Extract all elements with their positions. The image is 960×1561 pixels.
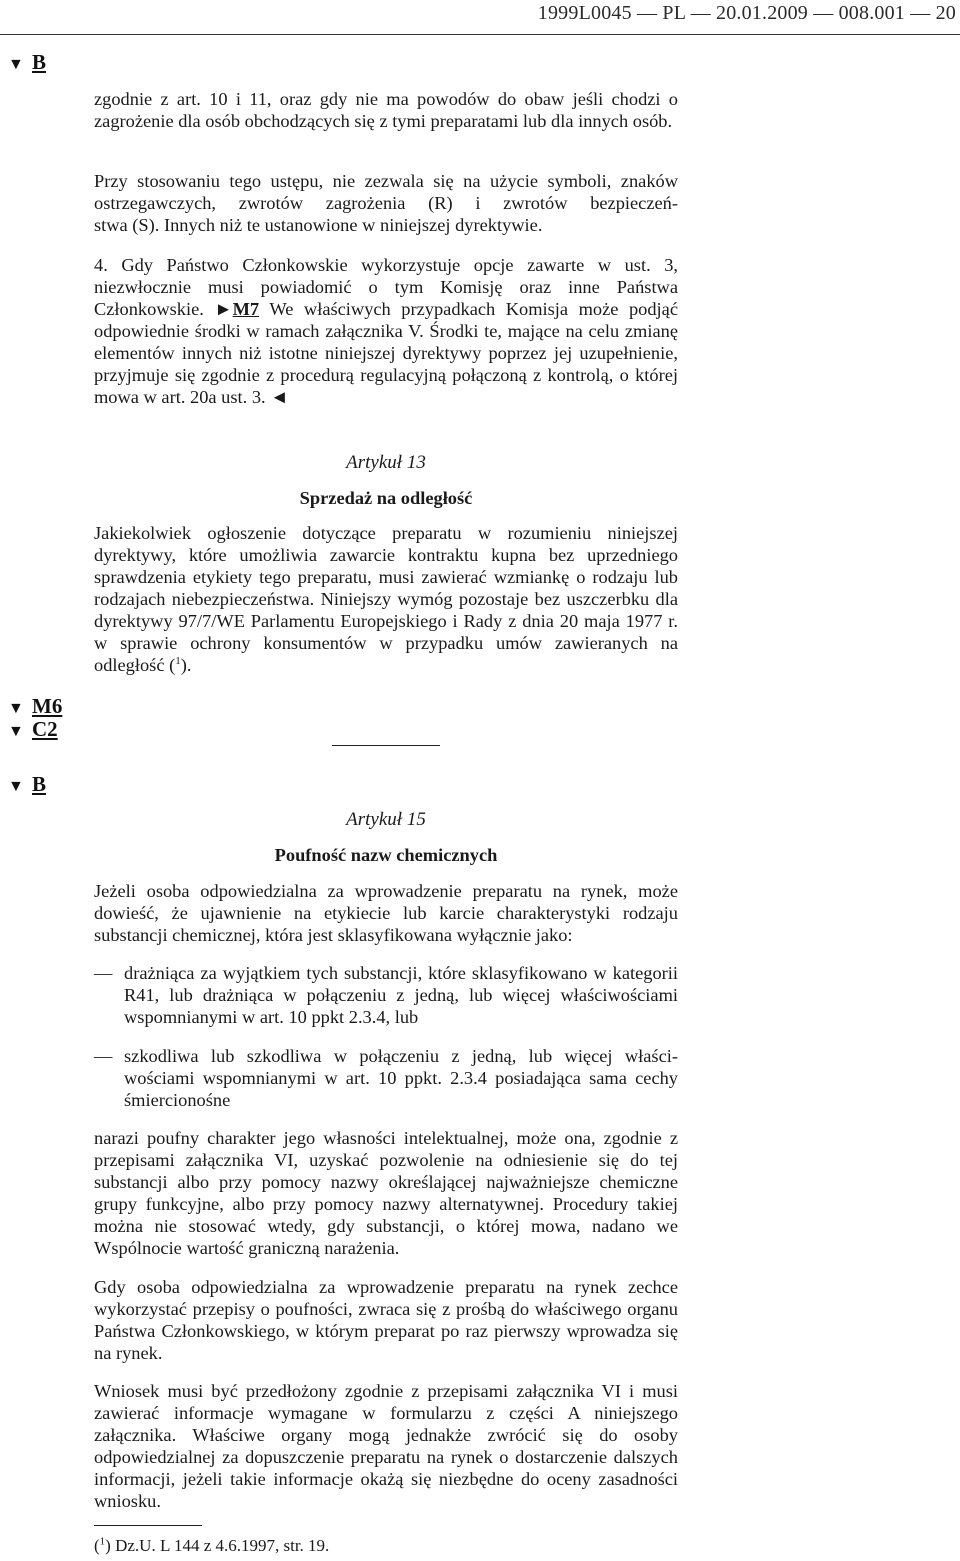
article-13-text-end: ). — [180, 655, 192, 675]
paragraph-symbols-text-end: stwa (S). Innych niż te ustanowione w niniejszej dyrektywie. — [94, 215, 543, 235]
marker-code: B — [32, 50, 47, 74]
footnote-text: Dz.U. L 144 z 4.6.1997, str. 19. — [115, 1536, 330, 1555]
article-15-para-1: narazi poufny charakter jego własności intelektualnej, może ona, zgodnie z przepisami załącznika VI, uzyskać pozwolenie na odniesienie się do tej substancji albo przy pomocy nazwy określającej najważniejsze chemiczne grupy funkcyjne, albo przy pomocy nazwy alternatywnej. Procedury takiej można nie stosować wtedy, gdy substancji, o której mowa, nadano we Wspólnocie wartość graniczną narażenia. — [94, 1128, 678, 1258]
article-15-para-3: Wniosek musi być przedłożony zgodnie z przepisami załącznika VI i musi zawierać informacje wymagane w formularzu z części A niniejszego załącznika. Właściwe organy mogą jednakże zwrócić się do osoby odpowiedzialnej za dopuszczenie preparatu na rynek o dostarczenie dalszych informacji, jeżeli takie informacje okażą się niezbędne do oceny zasadności wniosku. — [94, 1381, 678, 1511]
triangle-down-icon: ▼ — [8, 56, 24, 73]
article-13-text: Jakiekolwiek ogłoszenie dotyczące preparatu w rozumieniu niniejszej dyrektywy, które umożliwia zawarcie kontraktu kupna bez uprzedniego sprawdzenia etykiety tego preparatu, musi zawierać wzmiankę o rodzaju lub rodzajach niebezpieczeństwa. Niniejszy wymóg pozostaje bez uszczerbku dla dyrektywy 97/7/WE Parlamentu Europejskiego i Rady z dnia 20 maja 1977 r. w sprawie ochrony konsumentów w przypadku umów zawieranych na odległość ( — [94, 523, 678, 675]
footnote: ($^1$) Dz.U. L 144 z 4.6.1997, str. 19. — [94, 1535, 330, 1555]
amendment-marker-c2[interactable] — [8, 717, 58, 744]
dash-bullet: — — [94, 963, 113, 983]
deleted-article-rule — [332, 745, 440, 746]
marker-code: B — [32, 772, 47, 796]
article-13-title: Sprzedaż na odległość — [299, 488, 473, 508]
article-15-number: Artykuł 15 — [346, 809, 426, 830]
paragraph-4-lead: 4. Gdy Państwo Członkowskie wykorzystuje opcje zawarte w ust. 3, niezwłocznie musi powiadomić o tym Komisję oraz inne Państwa Członkowskie. — [94, 255, 678, 319]
amendment-ref-m7[interactable]: M7 — [232, 299, 260, 319]
marker-code: M6 — [32, 694, 63, 718]
paragraph-continuation: zgodnie z art. 10 i 11, oraz gdy nie ma powodów do obaw jeśli chodzi o zagrożenie dla osób obchodzących się z tymi preparatami lub dla innych osób. — [94, 89, 678, 131]
amendment-marker-b[interactable] — [8, 50, 46, 77]
article-13-number: Artykuł 13 — [346, 452, 426, 473]
list-item-text: drażniąca za wyjątkiem tych substancji, które sklasyfikowano w kategorii R41, lub drażniąca w połączeniu z jedną, lub więcej właściwościami wspomnianymi w art. 10 ppkt 2.3.4, lub — [124, 963, 678, 1027]
paragraph-symbols-end — [94, 214, 678, 236]
article-15-title: Poufność nazw chemicznych — [274, 845, 498, 865]
article-15-intro: Jeżeli osoba odpowiedzialna za wprowadzenie preparatu na rynek, może dowieść, że ujawnienie na etykiecie lub karcie charakterystyki rodzaju substancji chemicznej, która jest sklasyfikowana wyłącznie jako: — [94, 881, 678, 945]
header-rule — [0, 34, 960, 35]
article-13-body — [94, 522, 678, 676]
amendment-marker-b[interactable] — [8, 772, 46, 799]
document-reference: 1999L0045 — PL — 20.01.2009 — 008.001 — 20 — [537, 2, 956, 24]
paragraph-4 — [94, 254, 678, 408]
list-item-text: szkodliwa lub szkodliwa w połączeniu z jedną, lub więcej właści-wościami wspomnianymi w art. 10 ppkt. 2.3.4 posiadająca sama cechy śmiercionośne — [124, 1046, 678, 1110]
marker-code: C2 — [32, 717, 58, 741]
paragraph-symbols — [94, 170, 678, 214]
triangle-down-icon: ▼ — [8, 700, 24, 717]
paragraph-symbols-text: Przy stosowaniu tego ustępu, nie zezwala się na użycie symboli, znaków ostrzegawczych, zwrotów zagrożenia (R) i zwrotów bezpieczeń- — [94, 171, 678, 213]
amendment-start-arrow: ► — [214, 299, 233, 319]
page-header — [0, 0, 960, 40]
amendment-end-arrow: ◄ — [265, 387, 289, 407]
article-15-para-2: Gdy osoba odpowiedzialna za wprowadzenie preparatu na rynek zechce wykorzystać przepisy o poufności, zwraca się z prośbą do właściwego organu Państwa Członkowskiego, w którym preparat po raz pierwszy wprowadza się na rynek. — [94, 1277, 678, 1363]
dash-bullet: — — [94, 1046, 113, 1066]
footnote-ref[interactable]: 1 — [175, 654, 181, 667]
triangle-down-icon: ▼ — [8, 778, 24, 795]
footnote-mark: 1 — [99, 1535, 106, 1548]
footnote-rule — [94, 1525, 202, 1526]
amendment-text: We właściwych przypadkach Komisja może podjąć odpowiednie środki w ramach załącznika V. Środki te, mające na celu zmianę elementów innych niż istotne niniejszej dyrektywy poprzez jej uzupełnienie, przyjmuje się zgodnie z procedurą regulacyjną połączoną z kontrolą, o której mowa w art. 20a ust. 3. — [94, 299, 678, 407]
triangle-down-icon: ▼ — [8, 723, 24, 740]
